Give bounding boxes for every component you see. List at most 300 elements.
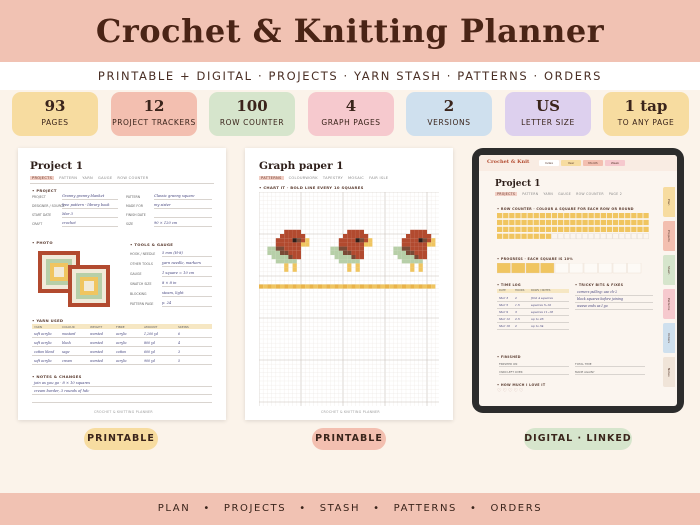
stripe-pixel	[301, 284, 305, 288]
bird-pixel	[423, 251, 427, 255]
row-counter-cell	[534, 227, 539, 232]
row-counter-cell	[521, 220, 526, 225]
feature-label: TO ANY PAGE	[617, 118, 675, 127]
row-counter-cell	[558, 220, 563, 225]
tool-value: steam, light	[162, 291, 184, 295]
yarn-rule	[32, 355, 212, 356]
bird-pixel	[276, 259, 280, 263]
yarn-header: WEIGHT	[90, 324, 103, 329]
digital-section-progress: • PROGRESS · EACH SQUARE IS 10%	[497, 257, 573, 261]
bird-pixel	[293, 234, 297, 238]
tool-rule	[162, 296, 212, 297]
bird-pixel	[427, 234, 431, 238]
feature-label: ROW COUNTER	[219, 118, 285, 127]
field-value: 90 × 120 cm	[154, 221, 178, 225]
section-tools: • TOOLS & GAUGE	[130, 242, 174, 247]
field-rule	[154, 199, 212, 200]
bird-pixel	[288, 251, 292, 255]
bird-pixel	[297, 251, 301, 255]
row-counter-cell	[534, 234, 539, 239]
section-notes: • NOTES & CHANGES	[32, 374, 82, 379]
row-counter-cell	[540, 227, 545, 232]
time-cell: 2	[515, 324, 517, 328]
yarn-cell: worsted	[90, 359, 104, 363]
bird-pixel	[280, 238, 284, 242]
row-counter-cell	[564, 213, 569, 218]
side-tab[interactable]: Orders	[663, 323, 675, 353]
bird-pixel	[284, 238, 288, 242]
tool-label: PATTERN PAGE	[130, 302, 154, 306]
bird-pixel	[343, 255, 347, 259]
bird-pixel	[272, 247, 276, 251]
row-counter-cell	[509, 234, 514, 239]
row-counter-cell	[564, 234, 569, 239]
stripe-pixel	[419, 284, 423, 288]
row-counter-cell	[637, 213, 642, 218]
row-counter-cell	[528, 234, 533, 239]
bottom-item: STASH	[319, 503, 361, 514]
bird-pixel	[343, 234, 347, 238]
bottom-item: PROJECTS	[223, 503, 287, 514]
progress-square	[555, 263, 569, 273]
yarn-cell: 5	[178, 359, 181, 363]
stripe-pixel	[381, 284, 385, 288]
yarn-rule	[32, 364, 212, 365]
bird-pixel	[414, 247, 418, 251]
tool-value: p. 24	[162, 301, 172, 305]
bird-pixel	[414, 230, 418, 234]
row-counter-cell	[625, 227, 630, 232]
page-footer: CROCHET & KNITTING PLANNER	[94, 410, 153, 414]
stripe-pixel	[347, 284, 351, 288]
row-counter-cell	[619, 234, 624, 239]
time-header: HOURS	[515, 289, 525, 293]
row-counter-cell	[625, 220, 630, 225]
bird-pixel	[410, 255, 414, 259]
digital-title: Project 1	[495, 179, 541, 189]
side-tab[interactable]: Plan	[663, 187, 675, 217]
stripe-pixel	[263, 284, 267, 288]
tricky-rule	[575, 309, 653, 310]
digital-brand: Crochet & Knit	[487, 159, 530, 165]
bird-pixel	[360, 234, 364, 238]
feature-label: PROJECT TRACKERS	[112, 118, 196, 127]
row-counter-cell	[546, 227, 551, 232]
bird-pixel	[410, 251, 414, 255]
bird-pixel	[343, 259, 347, 263]
section-photo: • PHOTO	[32, 240, 53, 245]
yarn-rule	[32, 346, 212, 347]
bird-pixel	[284, 242, 288, 246]
row-counter-cell	[643, 213, 648, 218]
bird-pixel	[406, 251, 410, 255]
graph-tabs	[259, 176, 393, 180]
yarn-cell: 6	[178, 332, 181, 336]
bird-pixel	[351, 230, 355, 234]
progress-bar	[497, 263, 647, 275]
row-counter-cell	[582, 227, 587, 232]
stripe-pixel	[318, 284, 322, 288]
yarn-cell: worsted	[90, 341, 104, 345]
bird-pixel	[423, 238, 427, 242]
row-counter-cell	[595, 213, 600, 218]
progress-square	[613, 263, 627, 273]
stripe-pixel	[293, 284, 297, 288]
row-counter-cell	[534, 220, 539, 225]
bird-pixel	[364, 242, 368, 246]
separator-dot: •	[469, 503, 478, 514]
stripe-pixel	[330, 284, 334, 288]
bird-pixel	[364, 234, 368, 238]
top-tab: Month	[583, 160, 603, 166]
graph-footer: CROCHET & KNITTING PLANNER	[321, 410, 380, 414]
bird-pixel	[288, 238, 292, 242]
row-counter-cell	[607, 227, 612, 232]
row-counter-cell	[515, 227, 520, 232]
time-cell: Mar 16	[499, 324, 511, 328]
bird-pixel	[431, 242, 435, 246]
stripe-pixel	[305, 284, 309, 288]
yarn-cell: acrylic	[116, 341, 127, 345]
tab-label: PROJECTS	[32, 176, 53, 180]
yarn-cell: cotton	[116, 350, 127, 354]
stripe-pixel	[406, 284, 410, 288]
bird-pixel	[393, 247, 397, 251]
tool-rule	[162, 276, 212, 277]
bird-pixel	[297, 255, 301, 259]
field-value: Granny granny blanket	[62, 194, 105, 198]
bird-pixel	[343, 242, 347, 246]
bird-pixel	[356, 263, 360, 267]
row-counter-cell	[497, 213, 502, 218]
yarn-cell: soft acrylic	[34, 341, 52, 345]
stripe-pixel	[398, 284, 402, 288]
yarn-cell: acrylic	[116, 359, 127, 363]
bird-pixel	[419, 251, 423, 255]
row-counter-cell	[497, 220, 502, 225]
side-tab[interactable]: Stash	[663, 255, 675, 285]
bird-pixel	[410, 247, 414, 251]
bird-pixel	[293, 259, 297, 263]
time-cell: squares 11–18	[531, 310, 554, 314]
stripe-pixel	[272, 284, 276, 288]
bottom-bar	[0, 493, 700, 525]
bird-pixel	[284, 247, 288, 251]
bird-pixel	[406, 238, 410, 242]
row-counter-cell	[515, 234, 520, 239]
row-counter-cell	[552, 227, 557, 232]
row-counter-cell	[558, 234, 563, 239]
bird-pixel	[360, 255, 364, 259]
bird-pixel	[293, 238, 297, 242]
feature-value: 12	[143, 97, 165, 115]
separator-dot: •	[299, 503, 307, 514]
bird-pixel	[276, 251, 280, 255]
yarn-cell: 800 yd	[144, 341, 155, 345]
row-counter-cell	[503, 213, 508, 218]
bird-pixel	[410, 268, 414, 272]
time-header: ROWS / NOTES	[531, 289, 551, 293]
bird-pixel	[402, 251, 406, 255]
row-counter-cell	[528, 220, 533, 225]
field-value: Mar 3	[62, 212, 73, 216]
digital-section-tricky: • TRICKY BITS & FIXES	[575, 283, 624, 287]
bird-pixel	[288, 247, 292, 251]
digital-section-time: • TIME LOG	[497, 283, 521, 287]
bird-pixel	[347, 263, 351, 267]
bird-pixel	[368, 242, 372, 246]
stripe-pixel	[414, 284, 418, 288]
row-counter-cell	[515, 213, 520, 218]
stripe-pixel	[389, 284, 393, 288]
feature-badge	[603, 92, 689, 136]
time-cell: squares 5–10	[531, 303, 552, 307]
stripe-pixel	[335, 284, 339, 288]
yarn-cell: soft acrylic	[34, 359, 52, 363]
bird-pixel	[284, 263, 288, 267]
yarn-cell: 1,200 yd	[144, 332, 158, 336]
tab-label: PATTERNS	[261, 176, 282, 180]
row-counter-cell	[546, 234, 551, 239]
field-label: CRAFT	[32, 222, 43, 226]
field-value: Classic granny square	[154, 194, 195, 198]
row-counter-cell	[595, 234, 600, 239]
finished-label: FINISHED ON	[499, 362, 518, 366]
yarn-cell: 900 yd	[144, 359, 155, 363]
bird-pixel	[406, 255, 410, 259]
time-rule	[497, 301, 569, 302]
row-counter-cell	[613, 234, 618, 239]
field-label: MADE FOR	[126, 204, 143, 208]
row-counter-cell	[552, 213, 557, 218]
feature-label: VERSIONS	[427, 118, 471, 127]
yarn-cell: blush	[62, 341, 71, 345]
bird-pixel	[343, 247, 347, 251]
bird-pixel	[402, 238, 406, 242]
bird-pixel	[267, 251, 271, 255]
graph-page-preview	[245, 148, 453, 420]
progress-square	[570, 263, 584, 273]
row-counter-cell	[509, 227, 514, 232]
bird-pixel	[339, 251, 343, 255]
feature-badge	[505, 92, 591, 136]
row-counter-cell	[637, 227, 642, 232]
time-cell: Mar 12	[499, 317, 511, 321]
bird-pixel	[351, 255, 355, 259]
bird-pixel	[419, 242, 423, 246]
bird-pixel	[293, 242, 297, 246]
bird-pixel	[419, 259, 423, 263]
time-cell: 2.5	[515, 317, 520, 321]
bird-pixel	[406, 242, 410, 246]
bird-pixel	[351, 247, 355, 251]
digital-section-finished: • FINISHED	[497, 355, 521, 359]
bird-pixel	[414, 255, 418, 259]
tab-label: TAPESTRY	[322, 176, 344, 180]
row-counter-cell	[582, 220, 587, 225]
row-counter-cell	[509, 213, 514, 218]
tab-label: ROW COUNTER	[576, 192, 604, 196]
bird-pixel	[419, 238, 423, 242]
time-cell: 2	[515, 296, 517, 300]
feature-label: GRAPH PAGES	[321, 118, 381, 127]
project-page-preview	[18, 148, 226, 420]
row-counter-cell	[570, 213, 575, 218]
yarn-cell: worsted	[90, 350, 104, 354]
field-rule	[154, 217, 212, 218]
row-counter-cell	[576, 213, 581, 218]
bird-pixel	[360, 238, 364, 242]
tab-label: COLOURWORK	[288, 176, 318, 180]
row-counter-cell	[503, 227, 508, 232]
bird-pixel	[276, 255, 280, 259]
bird-pixel	[414, 259, 418, 263]
bird-pixel	[402, 242, 406, 246]
time-cell: Mar 3	[499, 296, 509, 300]
version-pill: PRINTABLE	[312, 428, 386, 450]
yarn-header: FIBRE	[116, 324, 125, 329]
side-tab[interactable]: Notes	[663, 357, 675, 387]
feature-badge	[209, 92, 295, 136]
bird-pixel	[284, 268, 288, 272]
side-tab[interactable]: Patterns	[663, 289, 675, 319]
bird-pixel	[406, 234, 410, 238]
stripe-pixel	[351, 284, 355, 288]
bird-pixel	[356, 268, 360, 272]
row-counter-cell	[503, 234, 508, 239]
bottom-item: PATTERNS	[393, 503, 457, 514]
bird-pixel	[280, 255, 284, 259]
tab-label: MOSAIC	[348, 176, 365, 180]
tablet-screen	[479, 155, 677, 406]
bird-pixel	[339, 259, 343, 263]
stripe-pixel	[368, 284, 372, 288]
row-counter-cell	[564, 227, 569, 232]
bird-pixel	[360, 251, 364, 255]
finished-label: MADE AGAIN?	[575, 370, 595, 374]
bird-pixel	[356, 234, 360, 238]
bird-pixel	[347, 255, 351, 259]
separator-dot: •	[373, 503, 381, 514]
bird-pixel	[402, 259, 406, 263]
bird-pixel	[288, 255, 292, 259]
tool-value: 5 mm (H-8)	[162, 251, 183, 255]
time-cell: 3	[515, 310, 517, 314]
bird-pixel	[272, 251, 276, 255]
time-cell: 1.5	[515, 303, 520, 307]
bird-pixel	[288, 259, 292, 263]
love-hearts[interactable]: ♡♡♡♡♡	[497, 388, 525, 394]
yarn-cell: cotton blend	[34, 350, 55, 354]
row-counter-cell	[497, 234, 502, 239]
tricky-line: weave ends as I go	[577, 304, 608, 308]
bird-pixel	[419, 247, 423, 251]
yarn-cell: sage	[62, 350, 70, 354]
bird-pixel	[288, 234, 292, 238]
bird-pixel	[330, 247, 334, 251]
bird-pixel	[419, 268, 423, 272]
tool-value: yarn needle, markers	[162, 261, 201, 265]
bird-pixel	[301, 238, 305, 242]
note-line-1: join as you go · 8 × 10 squares	[34, 381, 91, 385]
field-rule	[154, 208, 212, 209]
tab-label: FAIR ISLE	[369, 176, 389, 180]
bird-pixel	[356, 251, 360, 255]
time-rule	[497, 315, 569, 316]
row-counter-cell	[503, 220, 508, 225]
bird-pixel	[347, 251, 351, 255]
tab-label: PATTERN	[522, 192, 539, 196]
row-counter-cell	[643, 220, 648, 225]
tool-value: 8 × 8 in	[162, 281, 177, 285]
tab-label: GAUGE	[97, 176, 113, 180]
bird-pixel	[398, 247, 402, 251]
feature-badge	[12, 92, 98, 136]
finished-rule	[499, 374, 569, 375]
feature-value: 1 tap	[624, 97, 668, 115]
yarn-cell: mustard	[62, 332, 76, 336]
field-rule	[62, 226, 118, 227]
bird-pixel	[393, 251, 397, 255]
bird-pixel	[288, 230, 292, 234]
bird-pixel	[276, 238, 280, 242]
stripe-pixel	[297, 284, 301, 288]
field-label: DESIGNER / SOURCE	[32, 204, 65, 208]
bird-pixel	[351, 234, 355, 238]
progress-square	[599, 263, 613, 273]
yarn-cell: worsted	[90, 332, 104, 336]
row-counter-cell	[582, 213, 587, 218]
row-counter-cell	[643, 234, 648, 239]
stripe-pixel	[284, 284, 288, 288]
tricky-line: block squares before joining	[577, 297, 623, 301]
tablet-frame	[472, 148, 684, 413]
tab-label: PAGE 2	[608, 192, 623, 196]
yarn-cell: 3	[178, 350, 181, 354]
yarn-header: COLOUR	[62, 324, 75, 329]
bird-pixel	[284, 234, 288, 238]
row-counter-cell	[601, 220, 606, 225]
digital-section-counter: • ROW COUNTER · COLOUR A SQUARE FOR EACH ROW OR ROUND	[497, 207, 634, 211]
finished-rule	[499, 366, 569, 367]
bird-pixel	[288, 242, 292, 246]
stripe-pixel	[322, 284, 326, 288]
bird-pixel	[339, 255, 343, 259]
tab-label: ROW COUNTER	[117, 176, 149, 180]
field-label: START DATE	[32, 213, 52, 217]
row-counter-cell	[613, 220, 618, 225]
bird-pixel	[301, 242, 305, 246]
field-value: crochet	[62, 221, 76, 225]
finished-label: TOTAL TIME	[575, 362, 592, 366]
bird-pixel	[297, 247, 301, 251]
bird-pixel	[280, 247, 284, 251]
side-tab[interactable]: Projects	[663, 221, 675, 251]
bird-pixel	[351, 259, 355, 263]
row-counter-cell	[540, 213, 545, 218]
feature-value: 4	[345, 97, 357, 115]
row-counter-cell	[497, 227, 502, 232]
bird-pixel	[414, 242, 418, 246]
field-rule	[62, 217, 118, 218]
stripe-pixel	[431, 284, 435, 288]
yarn-cell: 600 yd	[144, 350, 155, 354]
tool-label: HOOK / NEEDLE	[130, 252, 156, 256]
time-cell: Mar 9	[499, 310, 509, 314]
stripe-pixel	[267, 284, 271, 288]
bird-pixel	[410, 259, 414, 263]
bird-pixel	[305, 238, 309, 242]
